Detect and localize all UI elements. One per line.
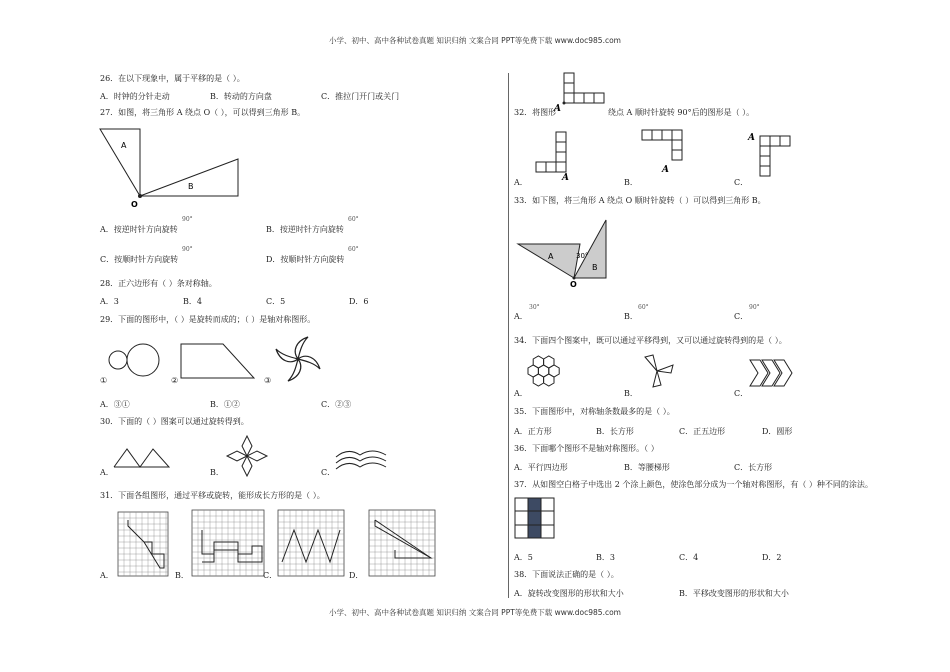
q27-angle-c: 90° <box>182 246 193 253</box>
q34-option-a[interactable]: A． <box>514 389 528 398</box>
q28-option-d[interactable]: D．6 <box>349 297 369 306</box>
q26-stem: 26．在以下现象中，属于平移的是（ ）。 <box>100 74 245 83</box>
q32-option-c[interactable]: C． <box>734 178 749 187</box>
q36-option-c[interactable]: C．长方形 <box>734 463 773 472</box>
q27-angle-a: 90° <box>182 216 193 223</box>
q35-stem: 35．下面图形中，对称轴条数最多的是（ ）。 <box>514 407 675 416</box>
q33-option-c[interactable]: C． <box>734 312 749 321</box>
q27-label-b: B <box>188 182 194 191</box>
q29-option-a[interactable]: A．③① <box>100 400 130 409</box>
q38-stem: 38．下面说法正确的是（ ）。 <box>514 570 619 579</box>
q31-stem: 31．下面各组图形，通过平移或旋转，能形成长方形的是（ ）。 <box>100 491 325 500</box>
q33-label-b: B <box>592 263 598 272</box>
q32-shape-figure <box>556 71 608 113</box>
q35-option-c[interactable]: C．正五边形 <box>679 427 726 436</box>
q33-stem: 33．如下图，将三角形 A 绕点 O 顺时针旋转（ ）可以得到三角形 B。 <box>514 196 766 205</box>
q35-option-b[interactable]: B．长方形 <box>596 427 634 436</box>
q38-option-a[interactable]: A．旋转改变图形的形状和大小 <box>514 589 624 598</box>
q31-grid-a <box>118 512 168 576</box>
q33-angle-c: 90° <box>749 304 760 311</box>
q29-circles-figure <box>108 342 163 378</box>
q37-option-c[interactable]: C．4 <box>679 553 699 562</box>
q28-stem: 28．正六边形有（ ）条对称轴。 <box>100 279 217 288</box>
q34-option-b[interactable]: B． <box>624 389 638 398</box>
q27-option-a[interactable]: A．按逆时针方向旋转 <box>100 225 178 234</box>
q31-option-d[interactable]: D． <box>349 571 364 580</box>
q35-option-d[interactable]: D．圆形 <box>762 427 793 436</box>
q29-mark-3: ③ <box>264 376 272 385</box>
q27-label-o: O <box>131 200 138 209</box>
q30-option-a[interactable]: A． <box>100 468 114 477</box>
q37-option-a[interactable]: A．5 <box>514 553 533 562</box>
q37-option-d[interactable]: D．2 <box>762 553 782 562</box>
q33-angle-b: 60° <box>638 304 649 311</box>
q31-option-a[interactable]: A． <box>100 571 114 580</box>
q33-label-a: A <box>548 252 554 261</box>
q31-grid-b <box>192 510 264 576</box>
q32-shape-c <box>748 128 800 180</box>
q32-option-a[interactable]: A． <box>514 178 528 187</box>
q35-option-a[interactable]: A．正方形 <box>514 427 552 436</box>
q30-triangles-figure <box>113 445 171 469</box>
q34-chevrons-figure <box>748 358 796 388</box>
q36-option-b[interactable]: B．等腰梯形 <box>624 463 670 472</box>
q31-option-b[interactable]: B． <box>175 571 189 580</box>
q27-stem: 27．如图，将三角形 A 绕点 O（ ），可以得到三角形 B。 <box>100 108 306 117</box>
q29-option-b[interactable]: B．①② <box>210 400 240 409</box>
q29-mark-1: ① <box>100 376 108 385</box>
q29-option-c[interactable]: C．②③ <box>321 400 352 409</box>
q28-option-a[interactable]: A．3 <box>100 297 119 306</box>
q27-option-b[interactable]: B．按逆时针方向旋转 <box>266 225 344 234</box>
q32-option-b[interactable]: B． <box>624 178 638 187</box>
q33-angle-a: 30° <box>529 304 540 311</box>
page-footer: 小学、初中、高中各种试卷真题 知识归纳 文案合同 PPT等免费下载 www.doc985.com <box>329 608 621 617</box>
q34-option-c[interactable]: C． <box>734 389 749 398</box>
q32-label-a: A <box>554 104 561 114</box>
q32-stem-suffix: 绕点 A 顺时针旋转 90°后的图形是（ ）。 <box>608 108 755 117</box>
q28-option-b[interactable]: B．4 <box>183 297 202 306</box>
q38-option-b[interactable]: B．平移改变图形的形状和大小 <box>679 589 789 598</box>
q34-windmill-figure <box>639 352 675 390</box>
q29-stem: 29．下面的图形中，（ ）是旋转而成的；（ ）是轴对称图形。 <box>100 315 316 324</box>
q28-option-c[interactable]: C．5 <box>266 297 286 306</box>
q31-option-c[interactable]: C． <box>263 571 278 580</box>
column-divider <box>508 73 509 598</box>
q32-shape-b <box>640 124 690 176</box>
q30-flower-figure <box>224 433 270 479</box>
q32-shape-a <box>528 130 578 182</box>
q32-stem-prefix: 32．将图形 <box>514 108 557 117</box>
q34-hexagons-figure <box>527 355 565 389</box>
q33-label-o: O <box>570 280 577 289</box>
q27-option-d[interactable]: D．按顺时针方向旋转 <box>266 255 345 264</box>
q29-trapezoid-figure <box>178 342 258 380</box>
q33-figure <box>514 214 614 290</box>
q30-waves-figure <box>334 445 390 471</box>
q26-option-a[interactable]: A．时钟的分针走动 <box>100 92 170 101</box>
q36-option-a[interactable]: A．平行四边形 <box>514 463 568 472</box>
q34-stem: 34．下面四个图案中，既可以通过平移得到，又可以通过旋转得到的是（ ）。 <box>514 336 787 345</box>
q33-angle-label: 30° <box>576 252 589 260</box>
q32-option-c-label: A <box>748 133 755 143</box>
q27-angle-b: 60° <box>348 216 359 223</box>
q37-option-b[interactable]: B．3 <box>596 553 615 562</box>
q30-option-b[interactable]: B． <box>210 468 224 477</box>
q27-label-a: A <box>121 141 127 150</box>
q30-option-c[interactable]: C． <box>321 468 336 477</box>
q33-option-a[interactable]: A． <box>514 312 528 321</box>
q33-option-b[interactable]: B． <box>624 312 638 321</box>
q36-stem: 36．下面哪个图形不是轴对称图形。（ ） <box>514 444 659 453</box>
q27-figure <box>100 124 250 210</box>
q29-pinwheel-figure <box>272 333 324 385</box>
q32-option-b-label: A <box>662 165 669 175</box>
q32-option-a-label: A <box>562 173 569 183</box>
q29-mark-2: ② <box>171 376 179 385</box>
q37-grid-figure <box>514 497 558 541</box>
q31-grid-d <box>369 510 435 576</box>
page-header: 小学、初中、高中各种试卷真题 知识归纳 文案合同 PPT等免费下载 www.doc985.com <box>329 36 621 45</box>
q27-option-c[interactable]: C．按顺时针方向旋转 <box>100 255 179 264</box>
q37-stem: 37．从如图空白格子中选出 2 个涂上颜色，使涂色部分成为一个轴对称图形，有（ ）种不同的涂法。 <box>514 480 873 489</box>
q26-option-c[interactable]: C．推拉门开门或关门 <box>321 92 400 101</box>
q27-angle-d: 60° <box>348 246 359 253</box>
q26-option-b[interactable]: B．转动的方向盘 <box>210 92 272 101</box>
q31-grid-c <box>278 510 344 576</box>
q30-stem: 30．下面的（ ）图案可以通过旋转得到。 <box>100 417 249 426</box>
